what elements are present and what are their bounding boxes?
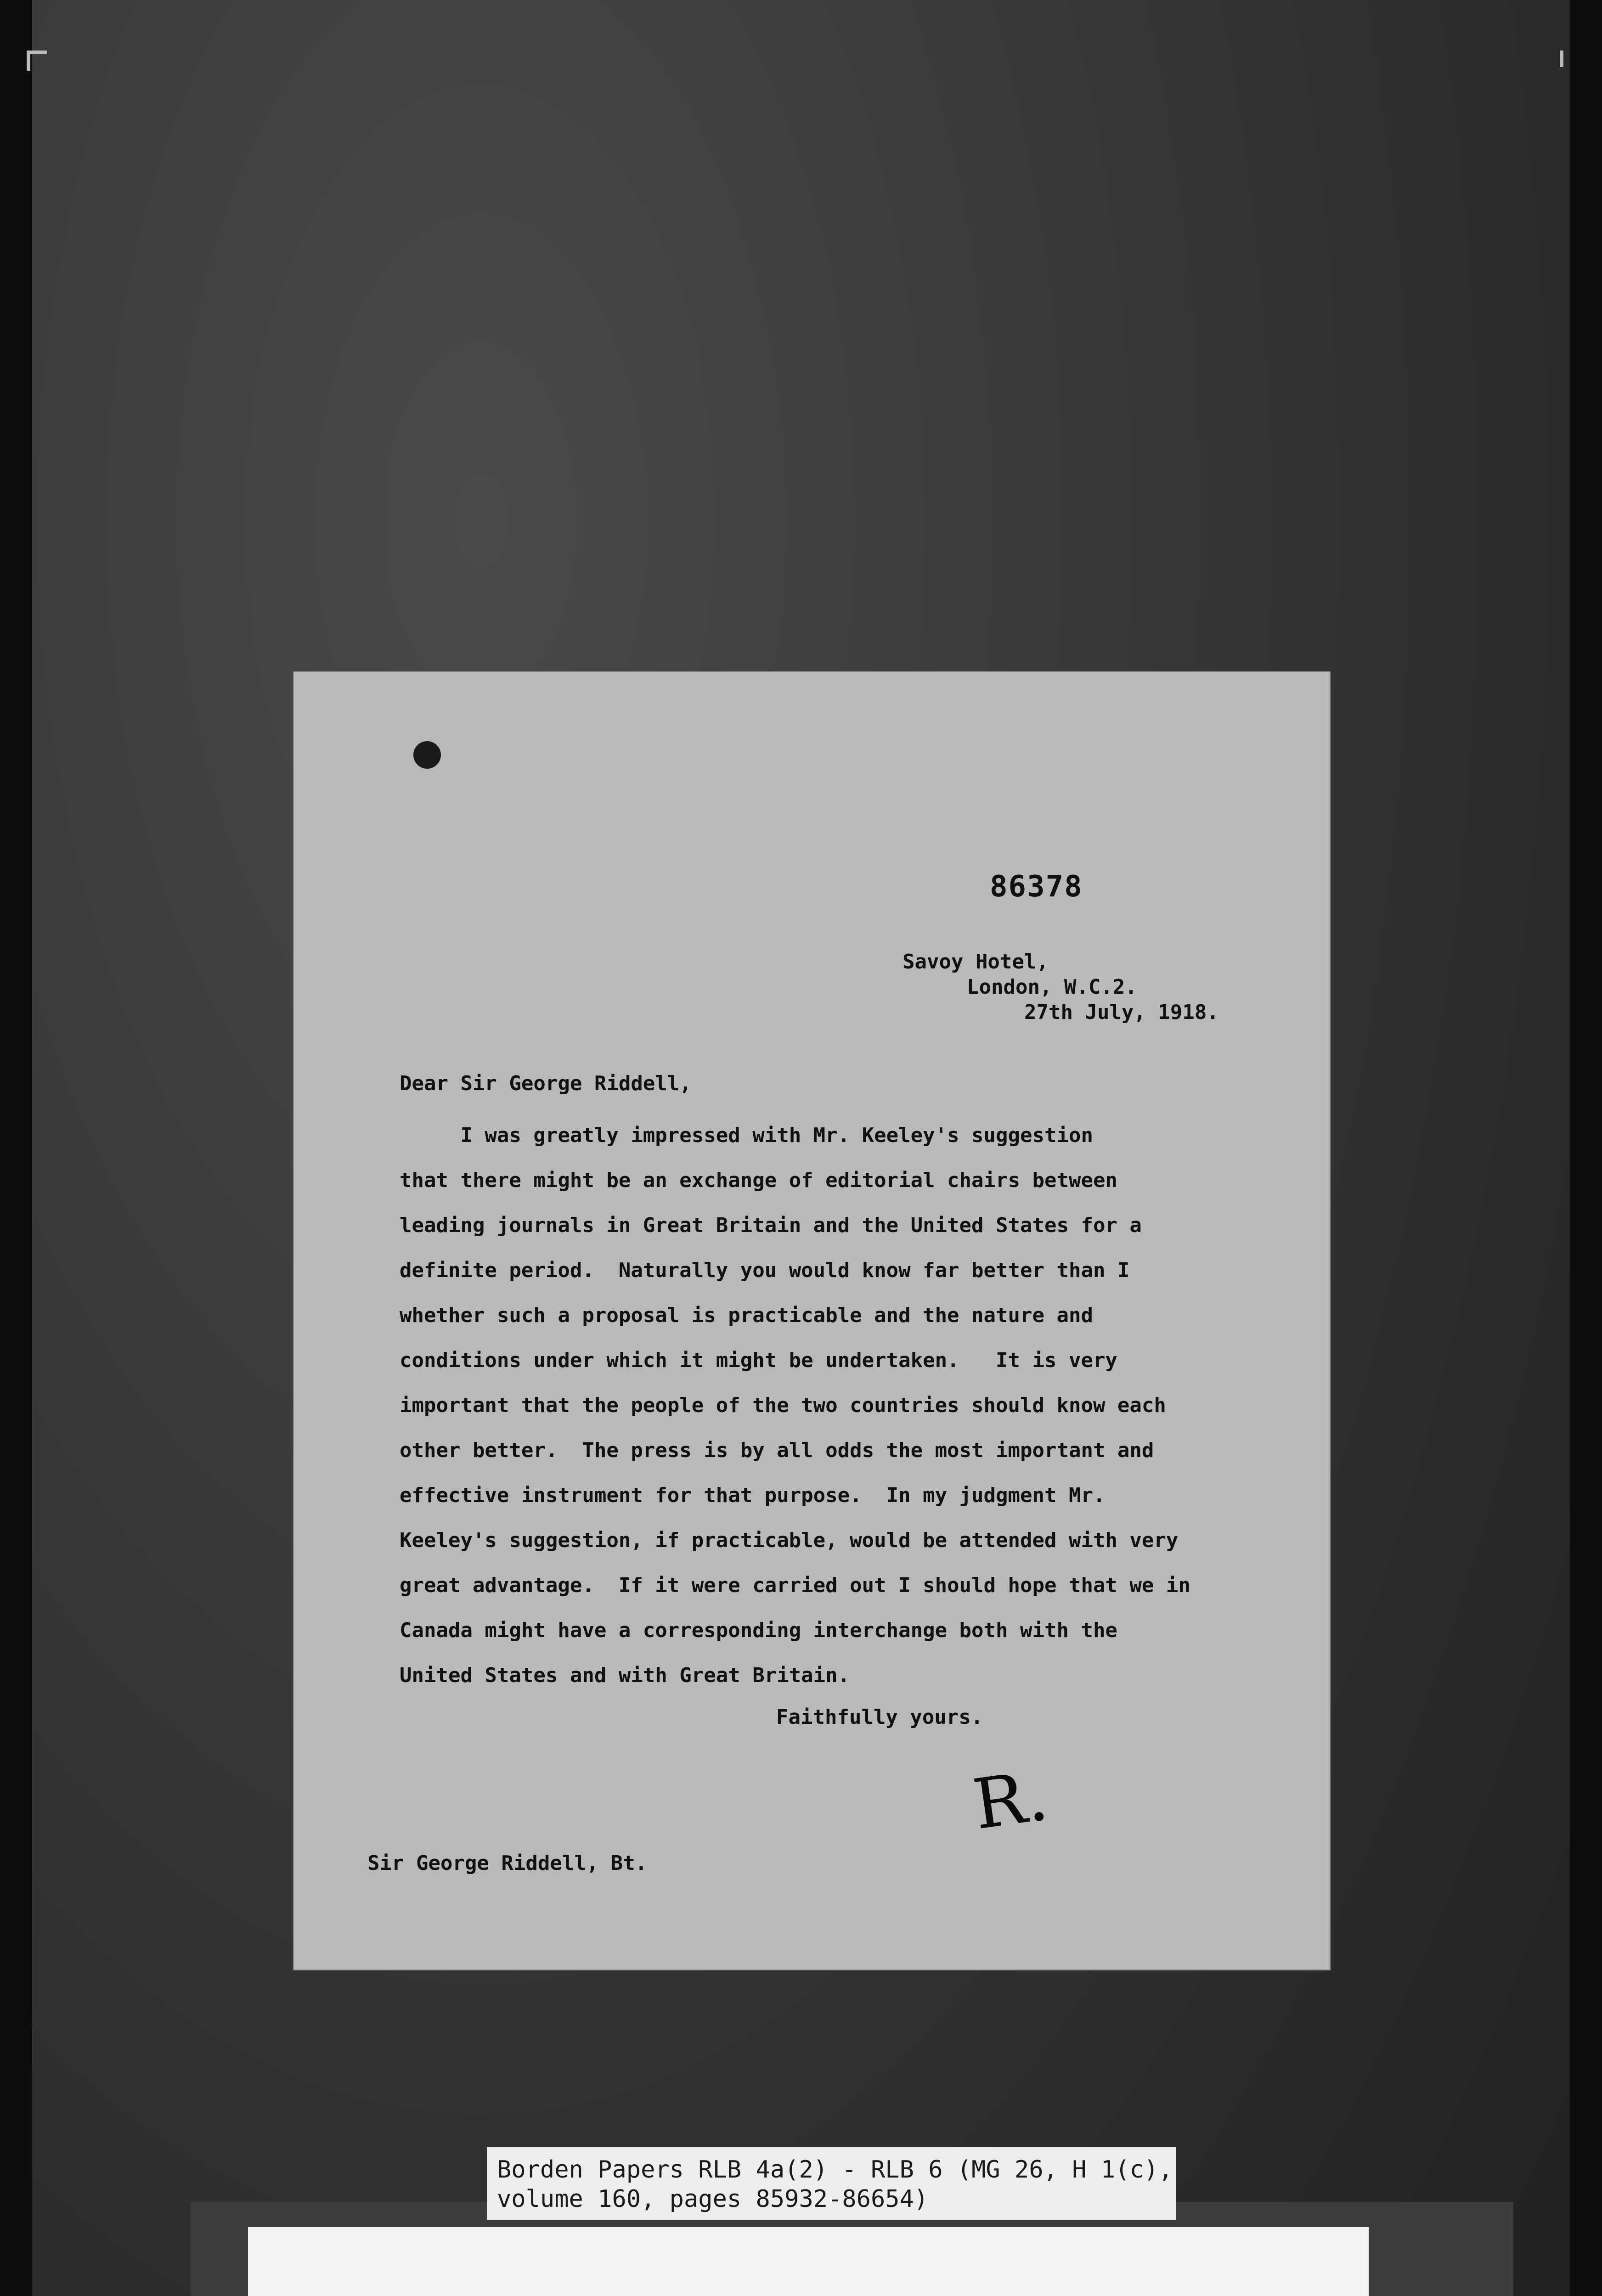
letter-page [294,672,1330,1970]
body-line: leading journals in Great Britain and the United States for a [400,1214,1142,1237]
body-line: important that the people of the two countries should know each [400,1394,1166,1417]
reference-label [487,2147,1176,2220]
corner-registration-mark-right [1560,51,1574,67]
reference-line: Borden Papers RLB 4a(2) - RLB 6 (MG 26, H 1(c), [497,2156,1173,2183]
document-number: 86378 [990,870,1083,904]
salutation: Dear Sir George Riddell, [400,1072,692,1095]
closing: Faithfully yours. [776,1705,983,1729]
film-edge-left [0,0,32,2296]
reference-line: volume 160, pages 85932-86654) [497,2185,929,2213]
body-line: whether such a proposal is practicable and the nature and [400,1304,1093,1327]
address-line-hotel: Savoy Hotel, [903,950,1049,974]
body-line: Canada might have a corresponding interchange both with the [400,1619,1117,1642]
punch-hole [413,741,441,769]
body-line: effective instrument for that purpose. In my judgment Mr. [400,1484,1106,1507]
handwritten-initial: R. [968,1756,1053,1846]
corner-registration-mark [27,51,47,71]
body-line: definite period. Naturally you would know far better than I [400,1259,1130,1282]
body-line: United States and with Great Britain. [400,1664,850,1687]
letter-date: 27th July, 1918. [1024,1001,1219,1024]
address-line-city: London, W.C.2. [967,975,1137,999]
recipient-line: Sir George Riddell, Bt. [367,1851,648,1875]
body-line: other better. The press is by all odds the most important and [400,1439,1154,1462]
body-line: I was greatly impressed with Mr. Keeley's suggestion [400,1124,1093,1147]
body-line: that there might be an exchange of editorial chairs between [400,1169,1117,1192]
letter-body [400,1113,1314,1698]
film-edge-right [1570,0,1602,2296]
body-line: great advantage. If it were carried out I should hope that we in [400,1574,1190,1597]
body-line: conditions under which it might be undertaken. It is very [400,1349,1117,1372]
body-line: Keeley's suggestion, if practicable, would be attended with very [400,1529,1179,1552]
archive-stamp [248,2227,1369,2296]
